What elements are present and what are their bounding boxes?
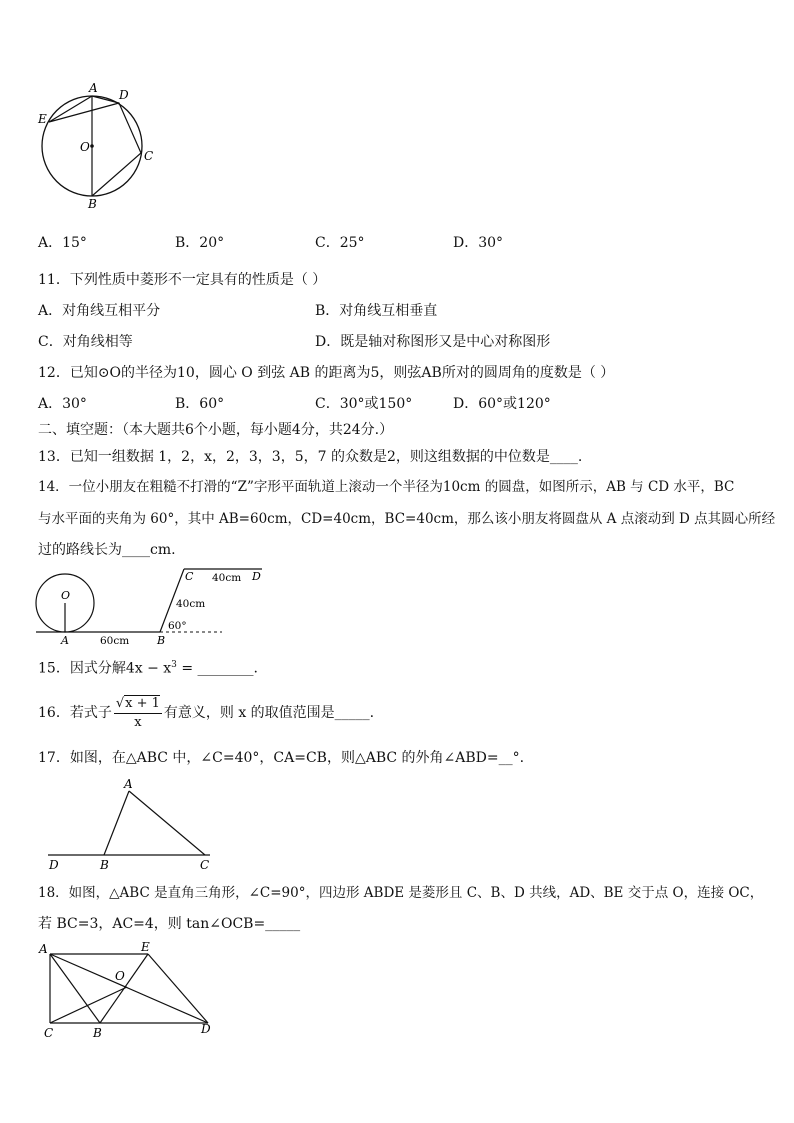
length-cd: 40cm (212, 572, 242, 584)
q11-option-c: C．对角线相等 (38, 334, 133, 350)
q10-option-c: C．25° (315, 235, 365, 251)
label-e: E (141, 940, 150, 954)
label-a: A (61, 634, 69, 647)
label-a: A (39, 942, 48, 956)
angle-label: 60° (168, 620, 187, 632)
q12-option-a: A．30° (38, 396, 87, 412)
label-c: C (200, 858, 210, 872)
q15-prefix: 15．因式分解 (38, 660, 126, 677)
label-d: D (49, 858, 59, 872)
label-b: B (88, 197, 97, 211)
label-a: A (124, 777, 133, 791)
label-o: O (115, 969, 125, 983)
label-c: C (44, 1026, 54, 1040)
label-c: C (185, 570, 194, 583)
q16-stem (38, 691, 374, 735)
label-b: B (93, 1026, 102, 1040)
q16-prefix: 16．若式子 (38, 705, 112, 721)
q15-exponent: 3 (171, 660, 177, 670)
q10-option-a: A．15° (38, 235, 87, 251)
label-d: D (201, 1022, 211, 1036)
q16-suffix: 有意义，则 x 的取值范围是_____. (163, 705, 375, 721)
q15-expr-a: 4x − x (125, 660, 172, 677)
q11-option-d: D．既是轴对称图形又是中心对称图形 (315, 334, 551, 350)
q11-option-b: B．对角线互相垂直 (315, 303, 438, 319)
q18-line-2: 若 BC=3，AC=4，则 tan∠OCB=_____ (38, 916, 301, 932)
q12-option-b: B．60° (175, 396, 225, 412)
q10-option-d: D．30° (453, 235, 504, 251)
q18-line-1: 18．如图，△ABC 是直角三角形，∠C=90°，四边形 ABDE 是菱形且 C、B、D 共线，AD、BE 交于点 O，连接 OC， (38, 885, 764, 901)
section-fill-in-heading: 二、填空题：（本大题共6个小题，每小题4分，共24分.） (38, 422, 394, 438)
figure-q10-circle (30, 80, 160, 215)
label-e: E (38, 112, 47, 126)
q16-numerator: x + 1 (125, 695, 160, 711)
label-d: D (119, 88, 129, 102)
figure-q14-track (30, 565, 275, 650)
q10-option-b: B．20° (175, 235, 225, 251)
q14-line-3: 过的路线长为____cm. (38, 542, 176, 558)
label-d: D (252, 570, 261, 583)
label-c: C (144, 149, 154, 163)
label-o: O (61, 589, 71, 602)
label-a: A (89, 81, 98, 95)
label-b: B (100, 858, 109, 872)
q15-stem (38, 655, 258, 679)
q11-stem: 11．下列性质中菱形不一定具有的性质是（ ） (38, 272, 327, 288)
q12-stem: 12．已知⊙O的半径为10，圆心 O 到弦 AB 的距离为5，则弦AB所对的圆周角的度数是（ ） (38, 365, 615, 381)
q13-stem: 13．已知一组数据 1，2，x，2，3，3，5，7 的众数是2，则这组数据的中位数是____. (38, 449, 583, 465)
q12-option-c: C．30°或150° (315, 396, 413, 412)
q12-option-d: D．60°或120° (453, 396, 551, 412)
q14-line-2: 与水平面的夹角为 60°，其中 AB=60cm，CD=40cm，BC=40cm，那么该小朋友将圆盘从 A 点滚动到 D 点其圆心所经 (38, 511, 776, 527)
figure-q18-rhombus (36, 940, 216, 1040)
q16-denominator: x (134, 714, 142, 730)
q15-expr-b: = ________. (176, 660, 258, 677)
length-ab: 60cm (100, 635, 130, 647)
figure-q17-triangle (40, 775, 220, 873)
label-o: O (80, 140, 90, 154)
q17-stem: 17．如图，在△ABC 中，∠C=40°，CA=CB，则△ABC 的外角∠ABD=__°. (38, 750, 525, 766)
q16-fraction: $\frac{√x + 1}{x}$ (115, 695, 160, 730)
label-b: B (157, 634, 166, 647)
q11-option-a: A．对角线互相平分 (38, 303, 161, 319)
length-bc: 40cm (176, 598, 206, 610)
q14-line-1: 14．一位小朋友在粗糙不打滑的“Z”字形平面轨道上滚动一个半径为10cm 的圆盘，如图所示，AB 与 CD 水平，BC (38, 479, 735, 495)
